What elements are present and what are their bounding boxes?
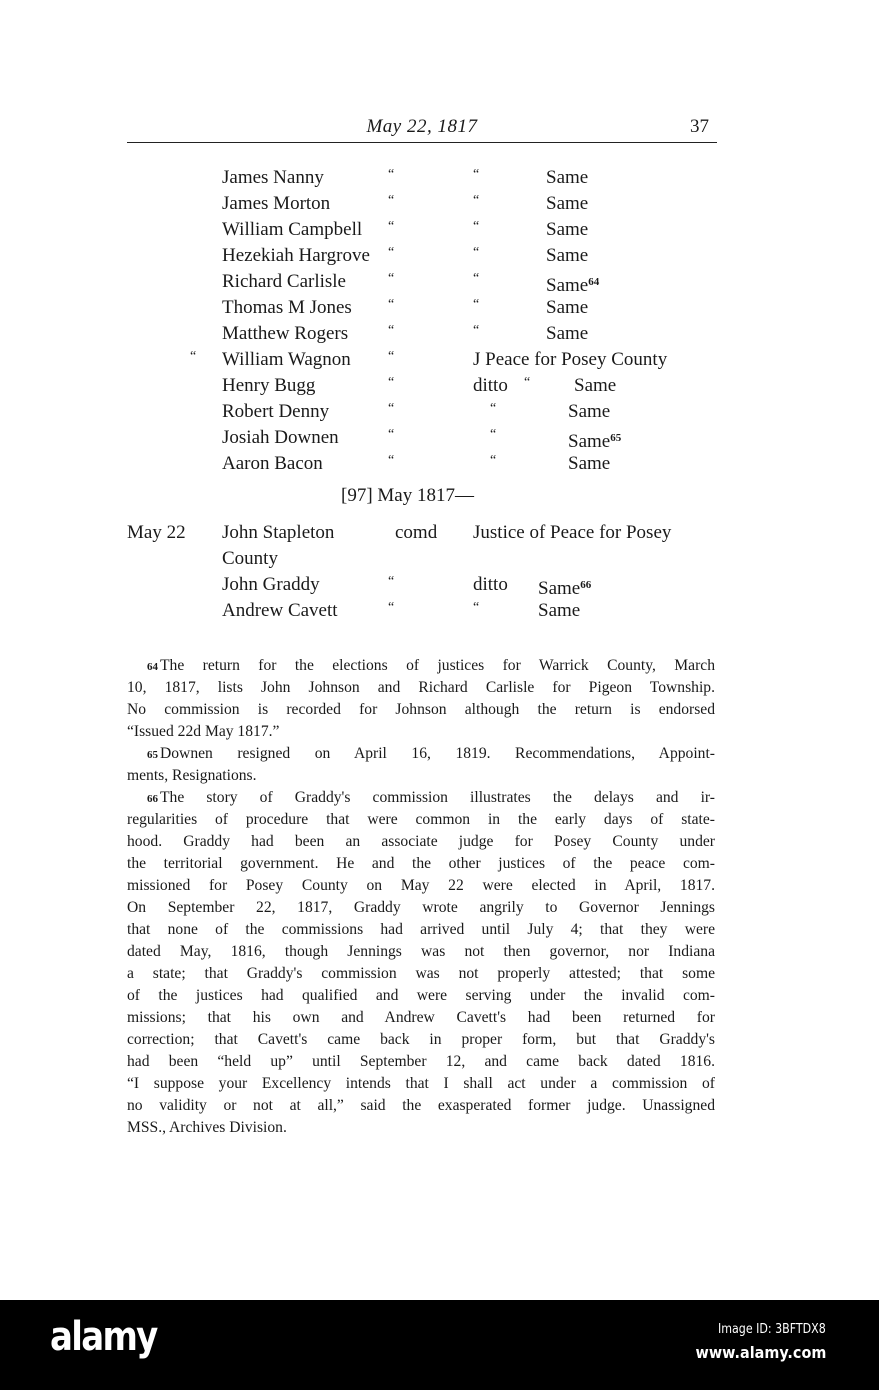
footnote-line xyxy=(127,897,715,919)
footnote-line xyxy=(127,985,715,1007)
footnote-line xyxy=(127,1095,715,1117)
table-row xyxy=(0,425,879,451)
person-name: James Morton xyxy=(222,193,331,214)
footnote-text: had been “held up” until September 12, and came back dated 1816. xyxy=(127,1053,715,1070)
status-text: Same xyxy=(538,600,581,621)
office: “ xyxy=(490,453,497,468)
footnote-text: dated May, 1816, though Jennings was not then governor, nor Indiana xyxy=(127,943,715,960)
person-name: John Stapleton xyxy=(222,522,335,543)
footnote xyxy=(127,743,715,787)
table-row xyxy=(0,572,879,598)
footnote-text: the territorial government. He and the other justices of the peace com- xyxy=(127,855,715,872)
person-name: Richard Carlisle xyxy=(222,271,346,292)
status-text: Same xyxy=(568,401,611,422)
watermark-bar xyxy=(0,1300,879,1390)
table-row xyxy=(0,546,879,572)
office: “ xyxy=(473,167,480,182)
footnote-text: No commission is recorded for Johnson although the return is endorsed xyxy=(127,701,715,718)
ditto-mark: “ xyxy=(388,193,395,208)
table-row xyxy=(0,295,879,321)
footnote-line xyxy=(127,875,715,897)
footnote-line xyxy=(127,743,715,765)
status-text: Same xyxy=(538,578,581,599)
footnote-line xyxy=(127,919,715,941)
ditto-mark: “ xyxy=(388,271,395,286)
footnote-text: ments, Resignations. xyxy=(127,767,257,784)
table-row xyxy=(0,598,879,624)
footnote-text: no validity or not at all,” said the exasperated former judge. Unassigned xyxy=(127,1097,715,1114)
table-row xyxy=(0,191,879,217)
footnotes xyxy=(127,655,715,1139)
ditto-mark: “ xyxy=(388,349,395,364)
office: “ xyxy=(473,193,480,208)
ditto-mark: comd xyxy=(395,522,438,543)
footnote-line xyxy=(127,787,715,809)
person-name: William Campbell xyxy=(222,219,363,240)
footnote xyxy=(127,655,715,743)
table-row xyxy=(0,520,879,546)
footnote-text: “Issued 22d May 1817.” xyxy=(127,723,280,740)
footnote-text: missions; that his own and Andrew Cavett's had been returned for xyxy=(127,1009,715,1026)
ditto-mark: “ xyxy=(388,323,395,338)
ditto-mark: “ xyxy=(388,401,395,416)
row-prefix: May 22 xyxy=(127,522,186,543)
footnote-ref: 65 xyxy=(610,432,622,444)
page-number: 37 xyxy=(690,116,709,137)
ditto-mark: “ xyxy=(388,245,395,260)
footnote-line xyxy=(127,941,715,963)
person-name: John Graddy xyxy=(222,574,320,595)
status xyxy=(546,295,588,321)
footnote-text: a state; that Graddy's commission was not properly attested; that some xyxy=(127,965,715,982)
alamy-logo: alamy xyxy=(50,1314,157,1360)
footnote-line xyxy=(127,853,715,875)
person-name: Matthew Rogers xyxy=(222,323,349,344)
status-text: Same xyxy=(546,297,589,318)
footnote-text: “I suppose your Excellency intends that I shall act under a commission of xyxy=(127,1075,715,1092)
office: J Peace for Posey County xyxy=(473,349,668,370)
table-row xyxy=(0,243,879,269)
footnote-number: 66 xyxy=(147,793,158,805)
person-name: Hezekiah Hargrove xyxy=(222,245,370,266)
footnote xyxy=(127,787,715,1139)
footnote-line xyxy=(127,809,715,831)
footnote-line xyxy=(127,765,715,787)
status-text: Same xyxy=(568,453,611,474)
table-row xyxy=(0,347,879,373)
office: “ xyxy=(473,600,480,615)
status-text: Same xyxy=(546,167,589,188)
ditto-mark: “ xyxy=(524,375,531,390)
office: “ xyxy=(473,219,480,234)
footnote-text: regularities of procedure that were common in the early days of state- xyxy=(127,811,715,828)
footnote-line xyxy=(127,699,715,721)
table-row xyxy=(0,217,879,243)
section-heading-text: [97] May 1817— xyxy=(341,485,474,506)
footnote-text: hood. Graddy had been an associate judge for Posey County under xyxy=(127,833,715,850)
ditto-mark: “ xyxy=(388,219,395,234)
table-row xyxy=(0,373,879,399)
footnote-ref: 66 xyxy=(580,579,592,591)
person-name: Josiah Downen xyxy=(222,427,339,448)
footnote-text: 10, 1817, lists John Johnson and Richard Carlisle for Pigeon Township. xyxy=(127,679,715,696)
person-name: Henry Bugg xyxy=(222,375,316,396)
footnote-line xyxy=(127,1051,715,1073)
status xyxy=(538,598,580,624)
person-name: William Wagnon xyxy=(222,349,351,370)
status xyxy=(546,243,588,269)
footnote-text: of the justices had qualified and were serving under the invalid com- xyxy=(127,987,715,1004)
status-text: Same xyxy=(546,193,589,214)
status-text: Same xyxy=(568,431,611,452)
ditto-mark: “ xyxy=(388,297,395,312)
table-row xyxy=(0,269,879,295)
status-text: Same xyxy=(546,245,589,266)
table-row xyxy=(0,165,879,191)
footnote-line xyxy=(127,1029,715,1051)
row-prefix: “ xyxy=(190,349,197,364)
section-heading xyxy=(0,485,879,511)
person-name: County xyxy=(222,548,278,569)
office: “ xyxy=(490,401,497,416)
running-header xyxy=(127,114,717,143)
footnote-text: correction; that Cavett's came back in proper form, but that Graddy's xyxy=(127,1031,715,1048)
ditto-mark: “ xyxy=(388,453,395,468)
header-title: May 22, 1817 xyxy=(366,116,478,137)
footnote-ref: 64 xyxy=(588,276,600,288)
status-text: Same xyxy=(546,323,589,344)
footnote-line xyxy=(127,1117,715,1139)
image-id: Image ID: 3BFTDX8 xyxy=(718,1322,826,1337)
footnote-line xyxy=(127,963,715,985)
status-text: Same xyxy=(574,375,617,396)
footnote-text: Downen resigned on April 16, 1819. Recommendations, Appoint- xyxy=(160,745,715,762)
site-url: www.alamy.com xyxy=(695,1343,826,1362)
person-name: Robert Denny xyxy=(222,401,330,422)
footnote-line xyxy=(127,655,715,677)
footnote-line xyxy=(127,721,715,743)
office: Justice of Peace for Posey xyxy=(473,522,672,543)
office: “ xyxy=(473,323,480,338)
ditto-mark: “ xyxy=(388,375,395,390)
footnote-text: On September 22, 1817, Graddy wrote angrily to Governor Jennings xyxy=(127,899,715,916)
footnote-number: 64 xyxy=(147,661,158,673)
status-text: Same xyxy=(546,275,589,296)
table-row xyxy=(0,399,879,425)
status xyxy=(546,217,588,243)
office: “ xyxy=(473,297,480,312)
person-name: James Nanny xyxy=(222,167,324,188)
footnote-line xyxy=(127,1007,715,1029)
footnote-text: that none of the commissions had arrived until July 4; that they were xyxy=(127,921,715,938)
office: “ xyxy=(473,245,480,260)
person-name: Aaron Bacon xyxy=(222,453,323,474)
table-row xyxy=(0,321,879,347)
footnote-text: missioned for Posey County on May 22 were elected in April, 1817. xyxy=(127,877,715,894)
ditto-mark: “ xyxy=(388,574,395,589)
office: “ xyxy=(490,427,497,442)
commission-list-2 xyxy=(0,520,879,624)
office: ditto xyxy=(473,375,508,396)
footnote-number: 65 xyxy=(147,749,158,761)
status xyxy=(546,165,588,191)
person-name: Andrew Cavett xyxy=(222,600,338,621)
footnote-line xyxy=(127,677,715,699)
status xyxy=(568,399,610,425)
footnote-text: The return for the elections of justices for Warrick County, March xyxy=(160,657,715,674)
commission-list xyxy=(0,165,879,477)
footnote-text: MSS., Archives Division. xyxy=(127,1119,287,1136)
office: ditto xyxy=(473,574,508,595)
footnote-line xyxy=(127,1073,715,1095)
status xyxy=(546,191,588,217)
footnote-line xyxy=(127,831,715,853)
ditto-mark: “ xyxy=(388,427,395,442)
status xyxy=(546,321,588,347)
footnote-text: The story of Graddy's commission illustrates the delays and ir- xyxy=(160,789,715,806)
person-name: Thomas M Jones xyxy=(222,297,352,318)
ditto-mark: “ xyxy=(388,167,395,182)
status xyxy=(568,451,610,477)
office: “ xyxy=(473,271,480,286)
status-text: Same xyxy=(546,219,589,240)
status xyxy=(574,373,616,399)
table-row xyxy=(0,451,879,477)
ditto-mark: “ xyxy=(388,600,395,615)
